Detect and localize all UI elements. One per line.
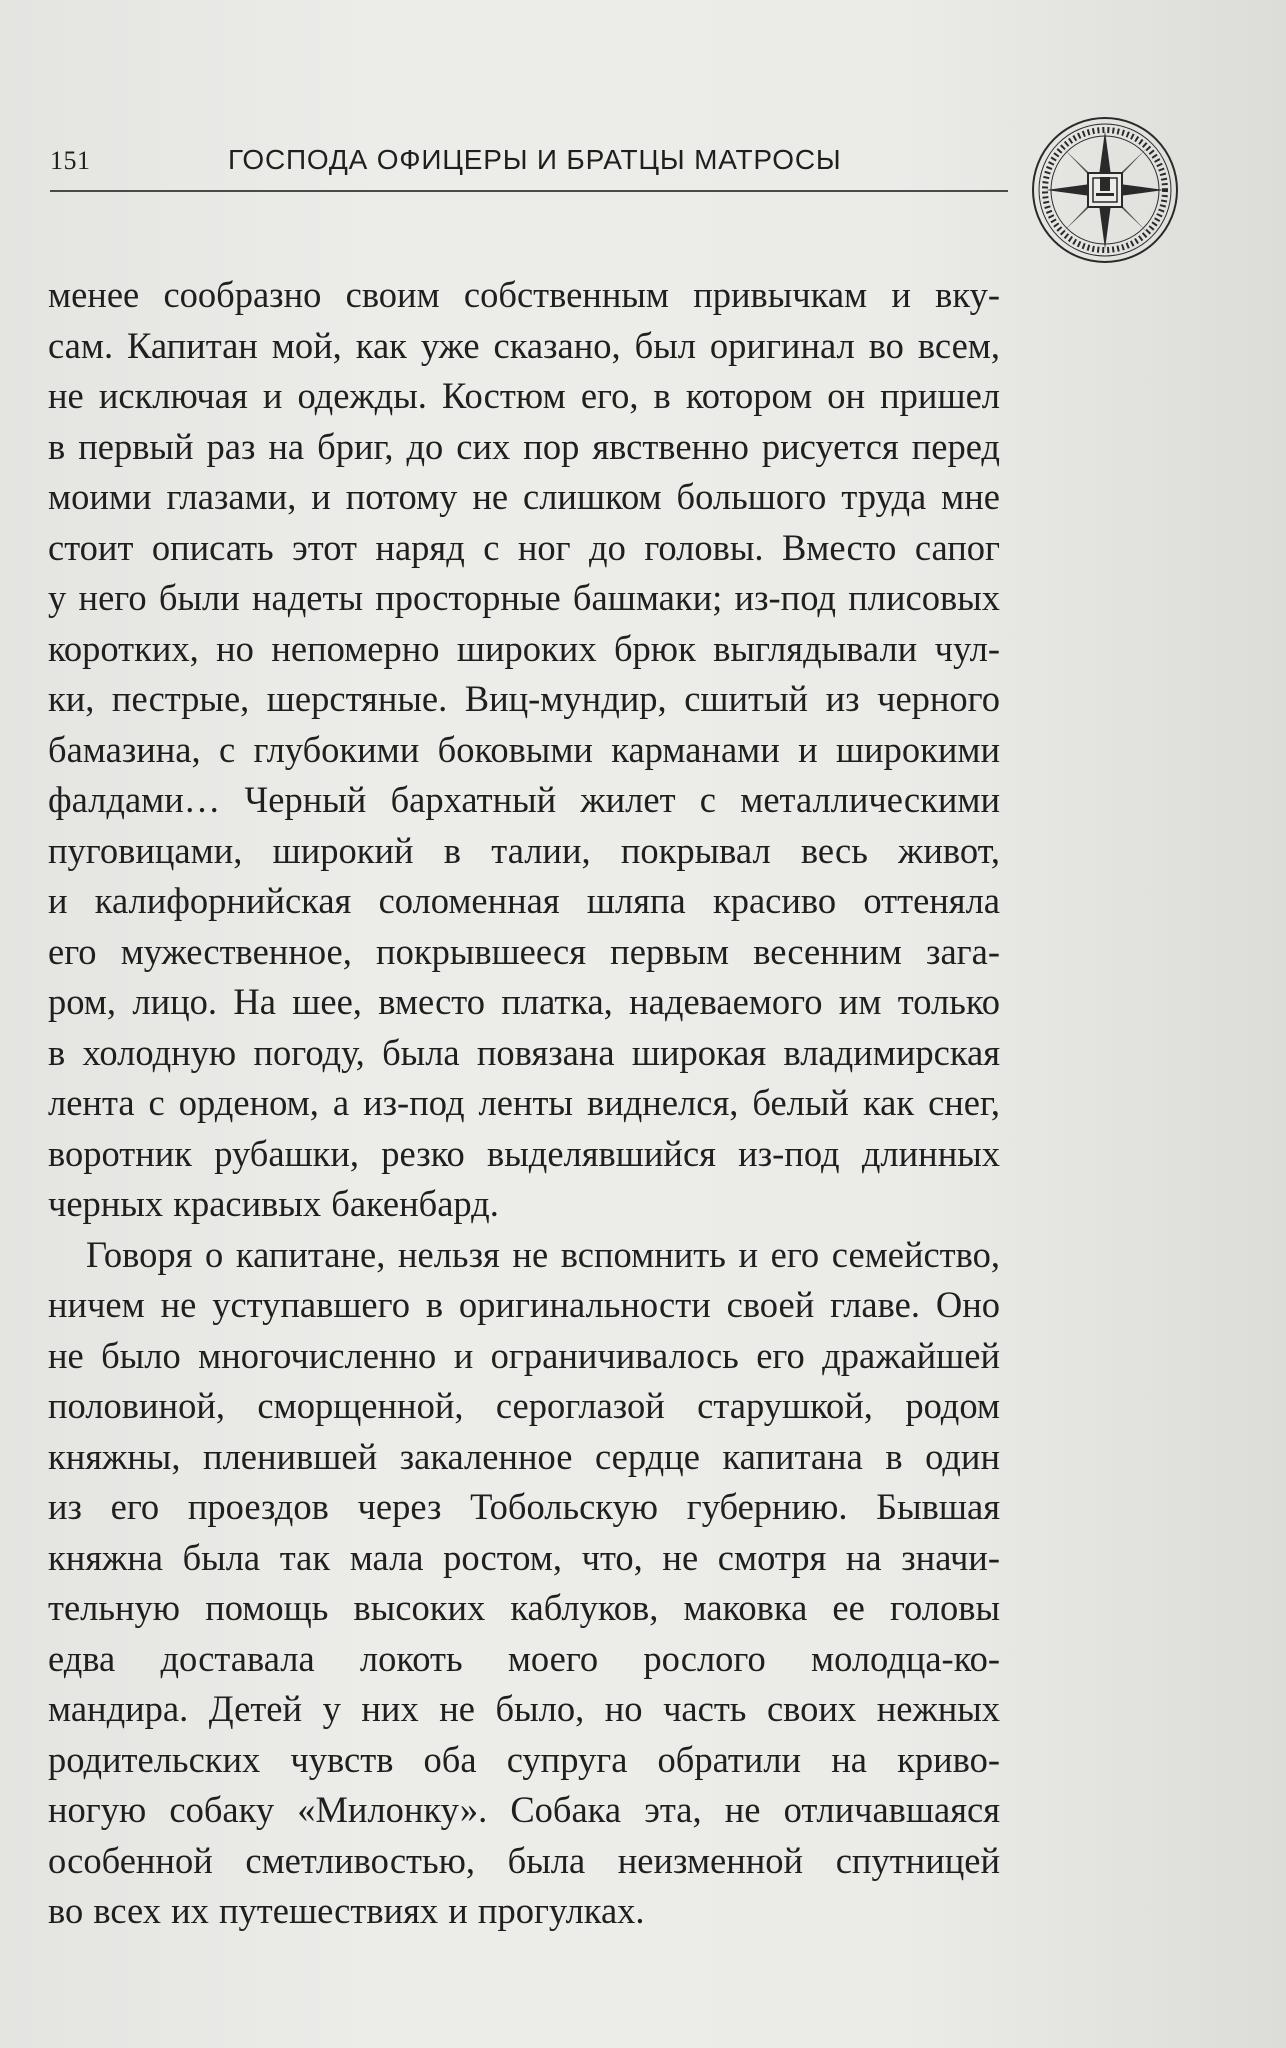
paragraph-2 [48,1230,1000,1937]
text-line: княжны, пленившей закаленное сердце капитана в один [48,1435,1000,1477]
text-line: в холодную погоду, была повязана широкая владимирская [48,1031,1000,1073]
running-header [50,130,1010,190]
text-line: менее сообразно своим собственным привычкам и вку- [48,274,1000,315]
body-text [48,270,1000,1937]
running-title: ГОСПОДА ОФИЦЕРЫ И БРАТЦЫ МАТРОСЫ [228,144,842,175]
text-line: не было многочисленно и ограничивалось его дражайшей [48,1334,1000,1376]
text-line: ки, пестрые, шерстяные. Виц-мундир, сшитый из черного [48,678,1000,719]
text-line: ром, лицо. На шее, вместо платка, надеваемого им только [48,981,1000,1022]
text-line: стоит описать этот наряд с ног до головы. Вместо сапог [48,526,1000,568]
text-line: не исключая и одежды. Костюм его, в котором он пришел [48,375,1000,416]
text-line: ногую собаку «Милонку». Собака эта, не отличавшаяся [48,1789,1000,1830]
header-rule [50,190,1008,192]
text-line: из его проездов через Тобольскую губернию. Бывшая [48,1486,1000,1527]
text-line: пуговицами, широкий в талии, покрывал весь живот, [48,829,1000,871]
text-line: сам. Капитан мой, как уже сказано, был оригинал во всем, [48,324,1000,366]
text-line: тельную помощь высоких каблуков, маковка ее головы [48,1587,1000,1628]
text-line: особенной сметливостью, была неизменной спутницей [48,1839,1000,1881]
text-line: бамазина, с глубокими боковыми карманами и широкими [48,728,1000,770]
text-line: родительских чувств оба супруга обратили на криво- [48,1738,1000,1780]
text-line: лента с орденом, а из-под ленты виднелся, белый как снег, [48,1082,1000,1123]
text-line: во всех их путешествиях и прогулках. [48,1890,645,1931]
text-line: половиной, сморщенной, сероглазой старушкой, родом [48,1385,1000,1426]
text-line: и калифорнийская соломенная шляпа красиво оттеняла [48,880,1000,921]
text-line: ничем не уступавшего в оригинальности своей главе. Оно [48,1284,1000,1325]
text-line: черных красивых бакенбард. [48,1183,499,1224]
text-line: моими глазами, и потому не слишком большого труда мне [48,476,1000,517]
paragraph-1 [48,270,1000,1230]
page-number: 151 [50,146,91,175]
text-line: коротких, но непомерно широких брюк выглядывали чул- [48,627,1000,669]
text-line: его мужественное, покрывшееся первым весенним зага- [48,930,1000,972]
text-line: воротник рубашки, резко выделявшийся из-под длинных [48,1132,1000,1174]
text-line: в первый раз на бриг, до сих пор явственно рисуется перед [48,425,1000,467]
text-line: Говоря о капитане, нельзя не вспомнить и его семейство, [86,1233,1000,1275]
compass-rose-icon [1030,115,1180,265]
text-line: мандира. Детей у них не было, но часть своих нежных [48,1688,1000,1729]
text-line: едва доставала локоть моего рослого молодца-ко- [48,1637,1000,1679]
text-line: княжна была так мала ростом, что, не смотря на значи- [48,1536,1000,1578]
text-line: у него были надеты просторные башмаки; из-под плисовых [48,577,1000,618]
text-line: фалдами… Черный бархатный жилет с металлическими [48,779,1000,820]
